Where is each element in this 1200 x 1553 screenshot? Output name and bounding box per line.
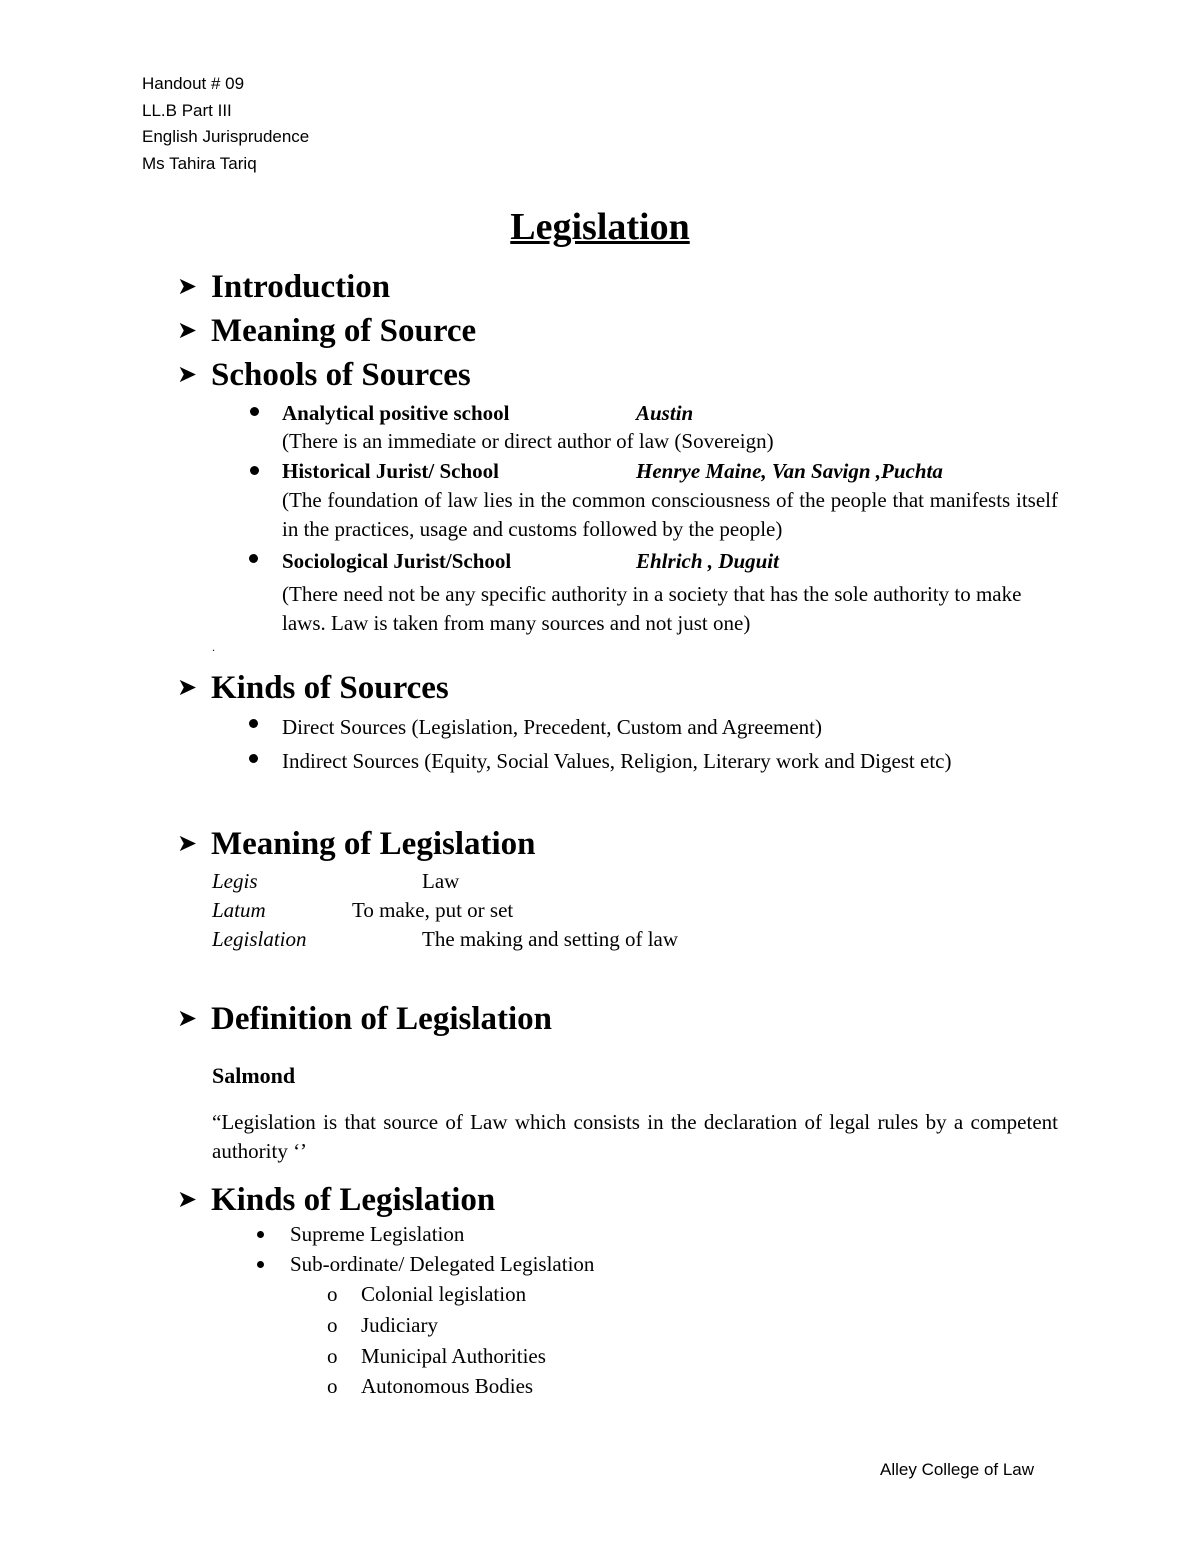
arrow-bullet-icon: ➤ [177, 1004, 198, 1032]
sub-bullet-icon: o [327, 1313, 338, 1337]
arrow-bullet-icon: ➤ [177, 272, 198, 300]
arrow-bullet-icon: ➤ [177, 829, 198, 857]
list-item: Direct Sources (Legislation, Precedent, Custom and Agreement) [282, 715, 823, 739]
school-name: Sociological Jurist/School [282, 549, 512, 573]
term: Legislation [212, 927, 307, 951]
heading-text: Introduction [211, 269, 391, 305]
heading-text: Meaning of Legislation [211, 826, 536, 862]
bullet-icon [249, 719, 258, 728]
page-title: Legislation [510, 206, 690, 248]
arrow-bullet-icon: ➤ [177, 1185, 198, 1213]
school-authors: Austin [636, 401, 694, 425]
stray-mark: . [212, 640, 215, 654]
term-meaning: Law [422, 869, 460, 893]
list-item: Supreme Legislation [290, 1222, 465, 1246]
heading-text: Kinds of Legislation [211, 1182, 496, 1218]
school-description: (There is an immediate or direct author of law (Sovereign) [282, 429, 774, 453]
sub-bullet-icon: o [327, 1282, 338, 1306]
heading-definition-of-legislation [177, 1001, 552, 1038]
term-meaning: The making and setting of law [422, 927, 679, 951]
heading-introduction [177, 269, 390, 306]
definition-author: Salmond [212, 1063, 296, 1088]
school-name: Analytical positive school [282, 401, 510, 425]
heading-text: Meaning of Source [211, 313, 477, 349]
heading-meaning-of-legislation [177, 826, 536, 863]
heading-text: Definition of Legislation [211, 1001, 553, 1037]
sub-list-item: Colonial legislation [361, 1282, 527, 1306]
term: Legis [212, 869, 258, 893]
handout-number: Handout # 09 [142, 74, 245, 93]
school-authors: Ehlrich , Duguit [636, 549, 779, 573]
arrow-bullet-icon: ➤ [177, 360, 198, 388]
definition-quote: “Legislation is that source of Law which consists in the declaration of legal rules by a competent authority ‘’ [212, 1110, 1058, 1163]
teacher-name: Ms Tahira Tariq [142, 154, 257, 173]
bullet-icon [249, 554, 258, 563]
heading-kinds-of-legislation [177, 1182, 495, 1219]
heading-meaning-of-source [177, 313, 476, 350]
footer-college: Alley College of Law [880, 1460, 1035, 1479]
bullet-icon [249, 754, 258, 763]
sub-list-item: Autonomous Bodies [361, 1374, 534, 1398]
arrow-bullet-icon: ➤ [177, 316, 198, 344]
bullet-icon [250, 407, 259, 416]
arrow-bullet-icon: ➤ [177, 673, 198, 701]
list-item: Indirect Sources (Equity, Social Values, Religion, Literary work and Digest etc) [282, 749, 952, 773]
sub-bullet-icon: o [327, 1374, 338, 1398]
bullet-icon [257, 1261, 264, 1268]
school-description: (The foundation of law lies in the common consciousness of the people that manifests itself in the practices, usage and customs followed by the people) [282, 488, 1058, 541]
sub-list-item: Municipal Authorities [361, 1344, 546, 1368]
list-item: Sub-ordinate/ Delegated Legislation [290, 1252, 595, 1276]
school-name: Historical Jurist/ School [282, 459, 499, 483]
course-name: LL.B Part III [142, 101, 232, 120]
heading-kinds-of-sources [177, 670, 449, 707]
sub-bullet-icon: o [327, 1344, 338, 1368]
term-meaning: To make, put or set [352, 898, 514, 922]
school-description: (There need not be any specific authority in a society that has the sole authority to make laws. Law is taken from many sources and not just one) [282, 582, 1022, 635]
bullet-icon [250, 466, 259, 475]
term: Latum [212, 898, 266, 922]
heading-schools-of-sources [177, 357, 471, 394]
bullet-icon [257, 1231, 264, 1238]
subject-name: English Jurisprudence [142, 127, 310, 146]
heading-text: Kinds of Sources [211, 670, 449, 706]
school-authors: Henrye Maine, Van Savign ,Puchta [636, 459, 943, 483]
sub-list-item: Judiciary [361, 1313, 438, 1337]
heading-text: Schools of Sources [211, 357, 471, 393]
